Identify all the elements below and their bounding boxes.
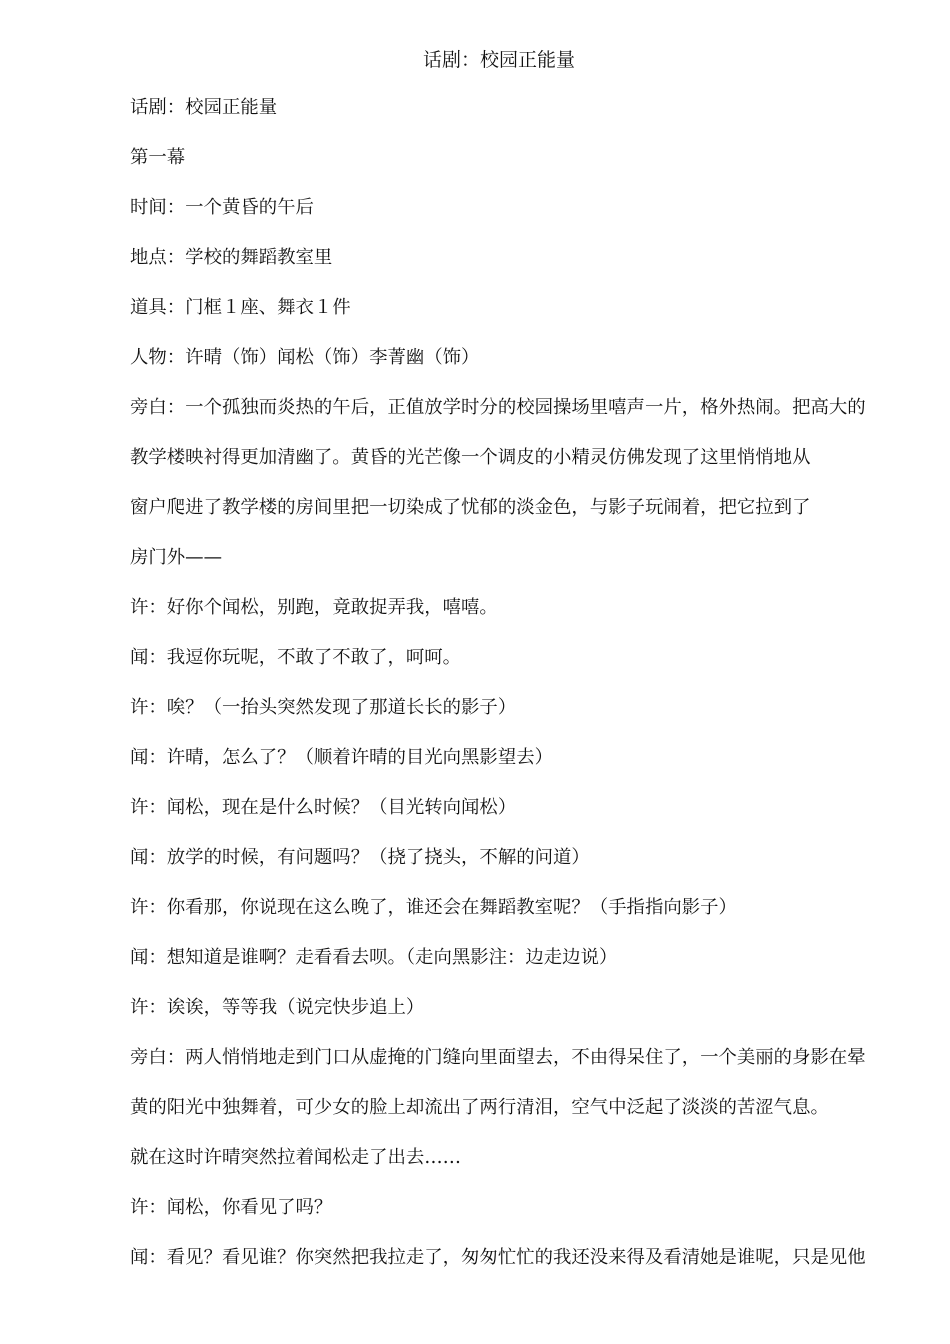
text-line: 就在这时许晴突然拉着闻松走了出去…… bbox=[130, 1147, 462, 1168]
script-body bbox=[130, 96, 910, 1296]
text-line: 旁白：一个孤独而炎热的午后，正值放学时分的校园操场里嘻声一片，格外热闹。把高大的 bbox=[130, 397, 866, 418]
text-line: 许：闻松，你看见了吗？ bbox=[130, 1197, 333, 1218]
text-line: 闻：放学的时候，有问题吗？（挠了挠头，不解的问道） bbox=[130, 847, 590, 868]
text-line: 道具：门框１座、舞衣１件 bbox=[130, 297, 351, 318]
text-line: 地点：学校的舞蹈教室里 bbox=[130, 247, 333, 268]
text-line: 闻：许晴，怎么了？（顺着许晴的目光向黑影望去） bbox=[130, 747, 553, 768]
text-line: 教学楼映衬得更加清幽了。黄昏的光芒像一个调皮的小精灵仿佛发现了这里悄悄地从 bbox=[130, 447, 811, 468]
text-line: 房门外—— bbox=[130, 547, 222, 568]
text-line: 人物：许晴（饰）闻松（饰）李菁幽（饰） bbox=[130, 347, 480, 368]
text-line: 闻：想知道是谁啊？走看看去呗。（走向黑影注：边走边说） bbox=[130, 947, 618, 968]
text-line: 许：诶诶，等等我（说完快步追上） bbox=[130, 997, 425, 1018]
text-line: 闻：看见？看见谁？你突然把我拉走了，匆匆忙忙的我还没来得及看清她是谁呢，只是见他 bbox=[130, 1247, 866, 1268]
text-line: 时间：一个黄昏的午后 bbox=[130, 197, 314, 218]
document-title: 话剧：校园正能量 bbox=[422, 49, 575, 71]
text-line: 闻：我逗你玩呢，不敢了不敢了，呵呵。 bbox=[130, 647, 462, 668]
text-line: 许：唉？（一抬头突然发现了那道长长的影子） bbox=[130, 697, 517, 718]
text-line: 黄的阳光中独舞着，可少女的脸上却流出了两行清泪，空气中泛起了淡淡的苦涩气息。 bbox=[130, 1097, 829, 1118]
text-line: 窗户爬进了教学楼的房间里把一切染成了忧郁的淡金色，与影子玩闹着，把它拉到了 bbox=[130, 497, 811, 518]
text-line: 许：闻松，现在是什么时候？（目光转向闻松） bbox=[130, 797, 517, 818]
text-line: 许：好你个闻松，别跑，竟敢捉弄我，嘻嘻。 bbox=[130, 597, 498, 618]
text-line: 旁白：两人悄悄地走到门口从虚掩的门缝向里面望去，不由得呆住了，一个美丽的身影在晕 bbox=[130, 1047, 866, 1068]
text-line: 话剧：校园正能量 bbox=[130, 97, 278, 118]
text-line: 许：你看那，你说现在这么晚了，谁还会在舞蹈教室呢？（手指指向影子） bbox=[130, 897, 737, 918]
text-line: 第一幕 bbox=[130, 147, 186, 168]
